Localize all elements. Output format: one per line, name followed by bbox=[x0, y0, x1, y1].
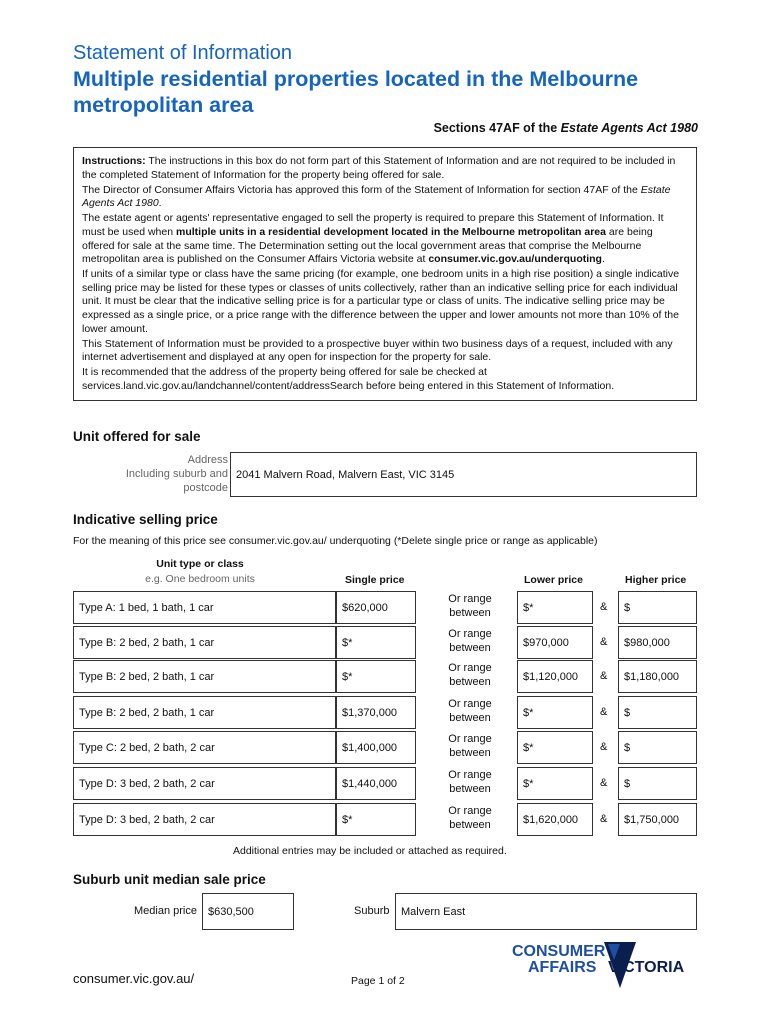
col-higher-price: Higher price bbox=[625, 574, 687, 586]
suburb-label: Suburb bbox=[354, 905, 390, 917]
ampersand: & bbox=[600, 601, 608, 613]
lower-price-cell[interactable]: $* bbox=[517, 767, 593, 800]
logo-affairs-text: AFFAIRS bbox=[528, 959, 597, 976]
logo-victoria-text: VICTORIA bbox=[608, 959, 685, 976]
unit-offered-heading: Unit offered for sale bbox=[73, 429, 201, 444]
or-range-between-label: Or range between bbox=[448, 769, 492, 795]
higher-price-cell[interactable]: $ bbox=[618, 767, 697, 800]
median-price-field[interactable]: $630,500 bbox=[202, 893, 294, 930]
address-label: Address Including suburb and postcode bbox=[125, 454, 228, 494]
unit-type-cell[interactable]: Type B: 2 bed, 2 bath, 1 car bbox=[73, 696, 336, 729]
col-unit-example: e.g. One bedroom units bbox=[145, 573, 255, 585]
or-range-between-label: Or range between bbox=[448, 628, 492, 654]
single-price-cell[interactable]: $1,370,000 bbox=[336, 696, 416, 729]
instructions-p3: The estate agent or agents' representative engaged to sell the property is required to prepare this Statement of Information. It must be used when multiple units in a residential development located in the Melbourne metropolitan area are being offered for sale at the same time. The Determination setting out the local government areas that comprise the Melbourne metropolitan area is published on the Consumer Affairs Victoria website at consumer.vic.gov.au/underquoting. bbox=[82, 212, 664, 266]
page-number: Page 1 of 2 bbox=[351, 975, 405, 987]
ampersand: & bbox=[600, 636, 608, 648]
unit-type-cell[interactable]: Type C: 2 bed, 2 bath, 2 car bbox=[73, 731, 336, 764]
col-lower-price: Lower price bbox=[524, 574, 583, 586]
higher-price-cell[interactable]: $980,000 bbox=[618, 626, 697, 659]
suburb-field[interactable]: Malvern East bbox=[395, 893, 697, 930]
median-price-label: Median price bbox=[134, 905, 197, 917]
instructions-p5: This Statement of Information must be provided to a prospective buyer within two business days of a request, included with any internet advertisement and displayed at any open for inspection for the property for sale. bbox=[82, 337, 673, 364]
single-price-cell[interactable]: $* bbox=[336, 803, 416, 836]
ampersand: & bbox=[600, 670, 608, 682]
ampersand: & bbox=[600, 777, 608, 789]
lower-price-cell[interactable]: $970,000 bbox=[517, 626, 593, 659]
or-range-between-label: Or range between bbox=[448, 805, 492, 831]
instructions-p4: If units of a similar type or class have the same pricing (for example, one bedroom units in a high rise position) a single indicative selling price may be listed for these types or classes of units collectively, rather than an indicative selling price for each individual unit. It must be clear that the indicative selling price is for a particular type or class of units. The indicative selling price may be expressed as a single price, or a price range with the difference between the upper and lower amounts not more than 10% of the lower amount. bbox=[82, 268, 680, 335]
instructions-p2: The Director of Consumer Affairs Victoria has approved this form of the Statement of Information for section 47AF of the Estate Agents Act 1980. bbox=[82, 183, 671, 210]
single-price-cell[interactable]: $* bbox=[336, 660, 416, 693]
higher-price-cell[interactable]: $ bbox=[618, 696, 697, 729]
page-title: Multiple residential properties located in the Melbourne metropolitan area bbox=[73, 67, 639, 117]
additional-note: Additional entries may be included or attached as required. bbox=[233, 845, 507, 857]
unit-type-cell[interactable]: Type B: 2 bed, 2 bath, 1 car bbox=[73, 660, 336, 693]
lower-price-cell[interactable]: $* bbox=[517, 731, 593, 764]
instructions-box bbox=[73, 147, 697, 401]
lower-price-cell[interactable]: $* bbox=[517, 591, 593, 624]
lower-price-cell[interactable]: $1,120,000 bbox=[517, 660, 593, 693]
form-title: Statement of Information bbox=[73, 42, 293, 64]
single-price-cell[interactable]: $* bbox=[336, 626, 416, 659]
logo-consumer-text: CONSUMER bbox=[512, 943, 606, 960]
or-range-between-label: Or range between bbox=[448, 662, 492, 688]
address-field[interactable]: 2041 Malvern Road, Malvern East, VIC 3145 bbox=[230, 452, 697, 497]
sections-reference: Sections 47AF of the Estate Agents Act 1980 bbox=[433, 121, 698, 135]
unit-type-cell[interactable]: Type D: 3 bed, 2 bath, 2 car bbox=[73, 803, 336, 836]
lower-price-cell[interactable]: $* bbox=[517, 696, 593, 729]
instructions-p6: It is recommended that the address of the property being offered for sale be checked at services.land.vic.gov.au/landchannel/content/addressSearch before being entered in this Statement of Information. bbox=[82, 366, 615, 392]
instructions-p1: Instructions: The instructions in this box do not form part of this Statement of Information and are not required to be included in the completed Statement of Information for the property being offered for sale. bbox=[82, 155, 676, 181]
single-price-cell[interactable]: $1,440,000 bbox=[336, 767, 416, 800]
col-single-price: Single price bbox=[345, 574, 405, 586]
or-range-between-label: Or range between bbox=[448, 698, 492, 724]
ampersand: & bbox=[600, 813, 608, 825]
consumer-affairs-victoria-logo bbox=[510, 936, 700, 996]
higher-price-cell[interactable]: $ bbox=[618, 731, 697, 764]
ampersand: & bbox=[600, 706, 608, 718]
unit-type-cell[interactable]: Type B: 2 bed, 2 bath, 1 car bbox=[73, 626, 336, 659]
col-unit-type: Unit type or class bbox=[156, 558, 244, 570]
unit-type-cell[interactable]: Type D: 3 bed, 2 bath, 2 car bbox=[73, 767, 336, 800]
footer-url[interactable]: consumer.vic.gov.au/ bbox=[73, 971, 195, 986]
or-range-between-label: Or range between bbox=[448, 733, 492, 759]
or-range-between-label: Or range between bbox=[448, 593, 492, 619]
single-price-cell[interactable]: $1,400,000 bbox=[336, 731, 416, 764]
higher-price-cell[interactable]: $ bbox=[618, 591, 697, 624]
indicative-heading: Indicative selling price bbox=[73, 512, 218, 527]
higher-price-cell[interactable]: $1,180,000 bbox=[618, 660, 697, 693]
median-heading: Suburb unit median sale price bbox=[73, 872, 266, 887]
single-price-cell[interactable]: $620,000 bbox=[336, 591, 416, 624]
unit-type-cell[interactable]: Type A: 1 bed, 1 bath, 1 car bbox=[73, 591, 336, 624]
ampersand: & bbox=[600, 741, 608, 753]
lower-price-cell[interactable]: $1,620,000 bbox=[517, 803, 593, 836]
indicative-note: For the meaning of this price see consumer.vic.gov.au/ underquoting (*Delete single price or range as applicable) bbox=[73, 535, 598, 547]
higher-price-cell[interactable]: $1,750,000 bbox=[618, 803, 697, 836]
